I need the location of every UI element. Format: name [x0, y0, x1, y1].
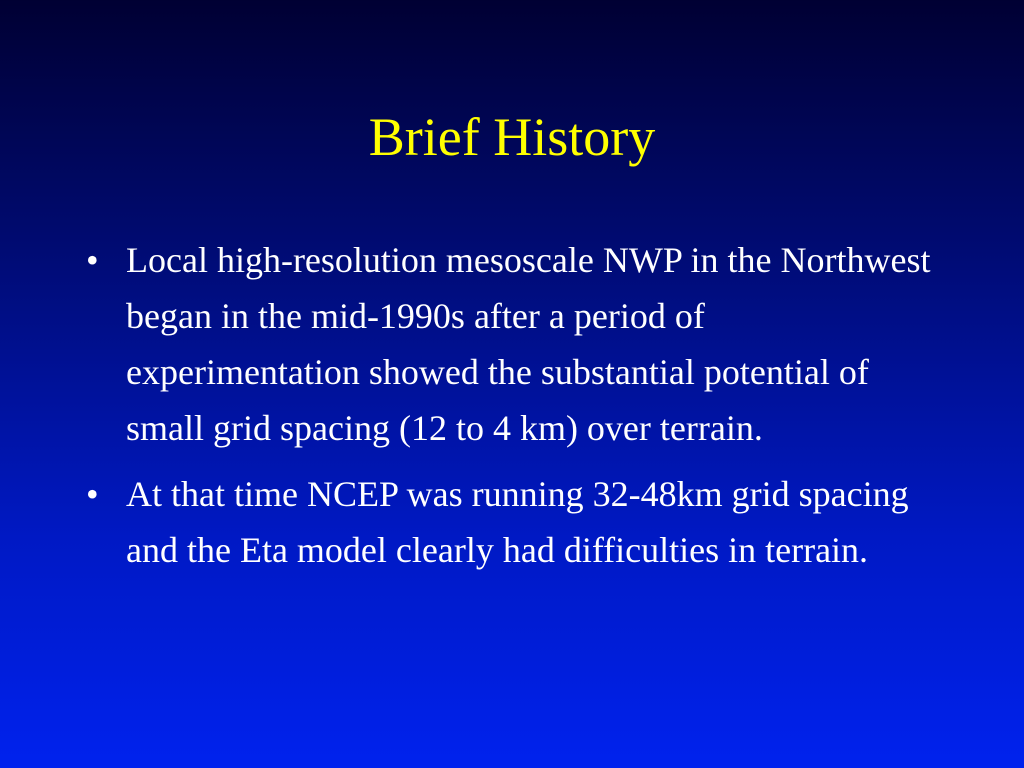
bullet-list	[86, 232, 946, 588]
bullet-marker-icon: •	[86, 240, 99, 280]
bullet-text: Local high-resolution mesoscale NWP in the Northwest began in the mid-1990s after a period of experimentation showed the substantial potential of small grid spacing (12 to 4 km) over terrain.	[126, 240, 931, 448]
bullet-marker-icon: •	[86, 474, 99, 514]
bullet-text: At that time NCEP was running 32-48km grid spacing and the Eta model clearly had difficulties in terrain.	[126, 474, 909, 570]
bullet-item	[86, 466, 946, 578]
slide-title: Brief History	[368, 107, 656, 167]
bullet-item	[86, 232, 946, 456]
